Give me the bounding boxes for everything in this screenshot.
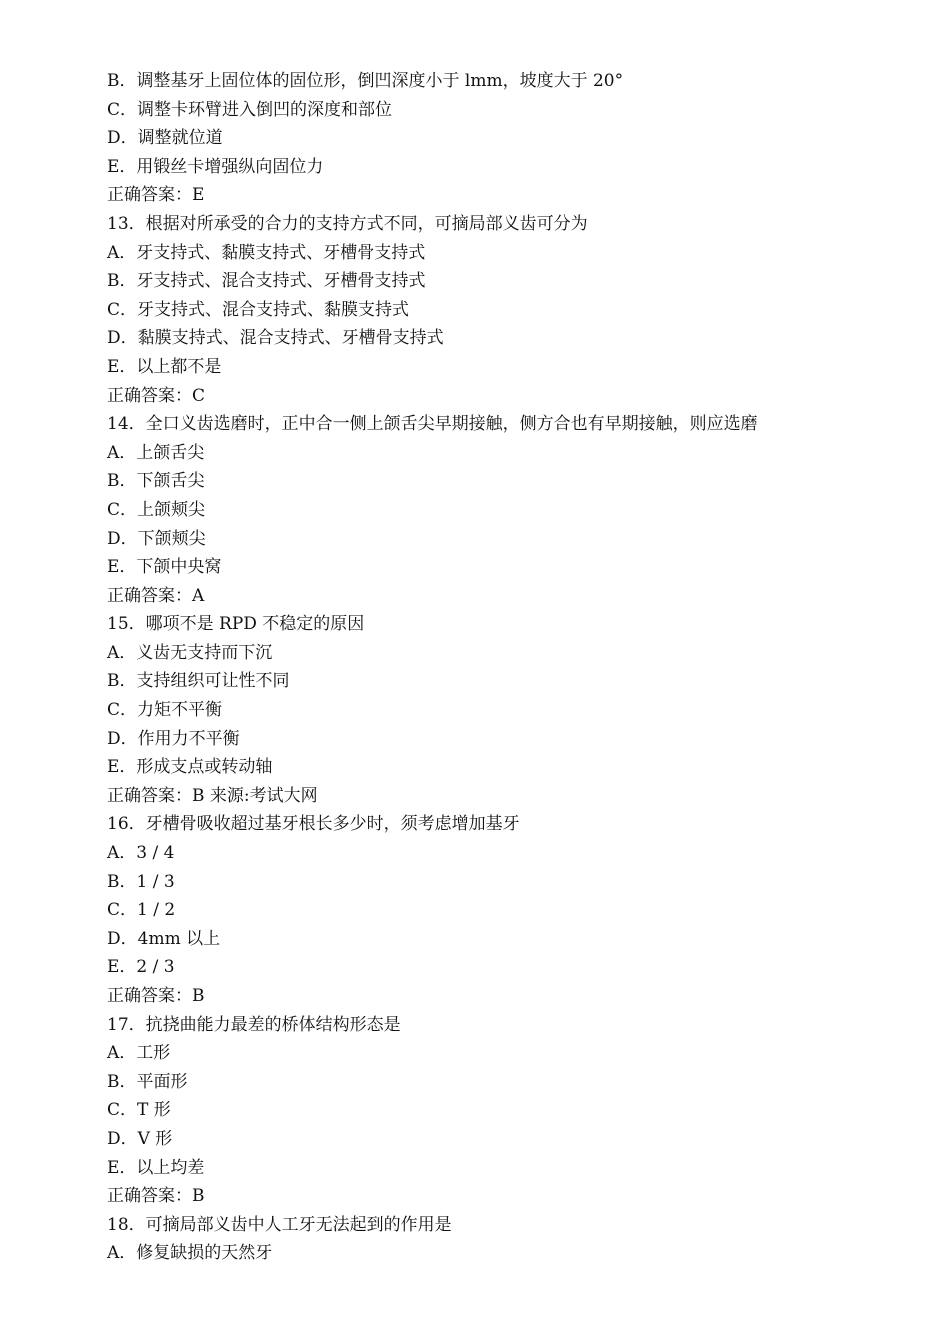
text-line: 正确答案：B bbox=[107, 986, 205, 1006]
text-line: D．调整就位道 bbox=[107, 128, 223, 149]
text-line: D．下颌颊尖 bbox=[107, 528, 206, 549]
text-line: 13．根据对所承受的合力的支持方式不同，可摘局部义齿可分为 bbox=[107, 213, 588, 234]
text-line: 正确答案：B bbox=[107, 1186, 205, 1207]
text-line: 正确答案：C bbox=[107, 385, 206, 406]
text-line: 18．可摘局部义齿中人工牙无法起到的作用是 bbox=[107, 1214, 452, 1235]
text-line: A．工形 bbox=[107, 1043, 171, 1064]
text-line: E．2 / 3 bbox=[107, 957, 175, 978]
text-line: E．下颌中央窝 bbox=[107, 557, 222, 578]
text-line: E．以上都不是 bbox=[107, 356, 222, 377]
text-line: D．作用力不平衡 bbox=[107, 728, 240, 749]
text-line: C．力矩不平衡 bbox=[107, 700, 223, 721]
text-line: E．形成支点或转动轴 bbox=[107, 757, 273, 778]
text-line: A．修复缺损的天然牙 bbox=[107, 1243, 273, 1264]
text-line: E．用锻丝卡增强纵向固位力 bbox=[107, 156, 324, 177]
text-line: A．牙支持式、黏膜支持式、牙槽骨支持式 bbox=[107, 242, 426, 263]
text-line: 正确答案：E bbox=[107, 185, 205, 206]
text-line: A．义齿无支持而下沉 bbox=[107, 642, 273, 663]
document-page bbox=[107, 67, 907, 1268]
text-line: 15．哪项不是 RPD 不稳定的原因 bbox=[107, 614, 365, 635]
text-line: A．3 / 4 bbox=[107, 843, 175, 864]
text-line: 17．抗挠曲能力最差的桥体结构形态是 bbox=[107, 1014, 401, 1035]
text-line: B．平面形 bbox=[107, 1071, 188, 1092]
text-line: D．黏膜支持式、混合支持式、牙槽骨支持式 bbox=[107, 328, 444, 349]
text-line: D．V 形 bbox=[107, 1128, 173, 1149]
text-line: B．下颌舌尖 bbox=[107, 471, 205, 492]
text-line: E．以上均差 bbox=[107, 1157, 205, 1178]
text-line: A．上颌舌尖 bbox=[107, 442, 205, 463]
text-line: 正确答案：A bbox=[107, 585, 205, 606]
text-line: B．1 / 3 bbox=[107, 871, 175, 892]
text-line: B．牙支持式、混合支持式、牙槽骨支持式 bbox=[107, 271, 426, 292]
text-line: 16．牙槽骨吸收超过基牙根长多少时，须考虑增加基牙 bbox=[107, 814, 520, 835]
text-line: 14．全口义齿选磨时，正中合一侧上颌舌尖早期接触，侧方合也有早期接触，则应选磨 bbox=[107, 414, 758, 435]
text-line: B．支持组织可让性不同 bbox=[107, 671, 290, 692]
text-line: D．4mm 以上 bbox=[107, 928, 221, 949]
text-line: C．T 形 bbox=[107, 1100, 171, 1121]
text-line: C．调整卡环臂进入倒凹的深度和部位 bbox=[107, 99, 393, 120]
text-line: C．牙支持式、混合支持式、黏膜支持式 bbox=[107, 299, 410, 320]
text-line: C．上颌颊尖 bbox=[107, 499, 206, 520]
text-line: 正确答案：B 来源:考试大网 bbox=[107, 785, 318, 806]
text-line: C．1 / 2 bbox=[107, 900, 176, 921]
text-line: B．调整基牙上固位体的固位形，倒凹深度小于 lmm，坡度大于 20° bbox=[107, 71, 624, 91]
